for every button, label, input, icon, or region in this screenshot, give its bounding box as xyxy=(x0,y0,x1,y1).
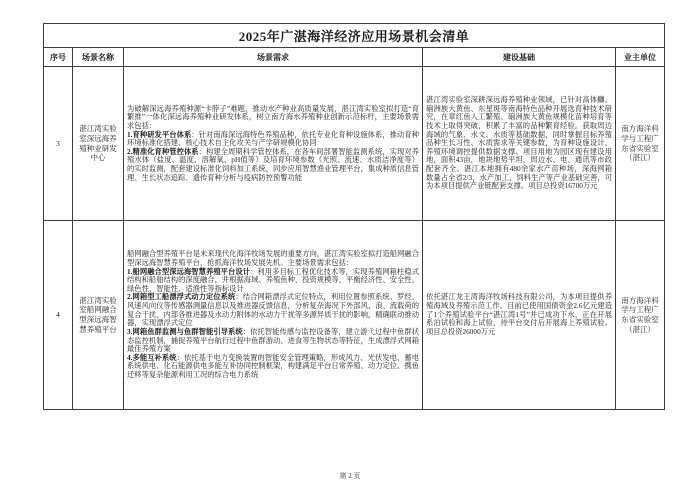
opportunity-list-table xyxy=(43,23,665,410)
row-no: 4 xyxy=(44,221,73,410)
construction-foundation: 湛江湾实验室深耕深远海养殖种业领域，已针对高体鰤、硇洲族大黄鱼、东星斑等南海特色品种开展选育种技术研究，在章红鱼人工繁殖、硇洲族大黄鱼规模化苗种培育等技术上取得突破，积累了丰富的品种繁育经验。获取周边海域的气象、水文、水质等基础数据，同时掌握目标养殖品种生长习性、水质需求等关键参数，为育种设施设计、养殖环境调控提供数据支撑。项目用地为园区现有建设用地，面积43亩，地块地势平坦，周边水、电、通讯等市政配套齐全。湛江本地拥有480余家水产苗种场，深海网箱数量占全省2/3，水产加工、饲料生产等产业基础完善，可为本项目提供产业链配套支撑。项目总投资16700万元 xyxy=(423,67,616,221)
column-header-scene-name: 场景名称 xyxy=(73,48,124,67)
column-header-demand: 场景需求 xyxy=(124,48,423,67)
demand-item: 2.精准化育种管控体系：构建全周期科学管控体系，在各车间部署智能监测系统，实现对养殖水体（盐度、温度、溶解氧、pH值等）及培育环境参数（光照、流速、水质洁净度等）的实时监测，配套建设标准化饲料加工系统，同步应用智慧渔业管理平台，集成种质信息管理、生长状态追踪、遗传育种分析与疫病防控预警功能 xyxy=(127,146,419,182)
owner-unit: 南方海洋科学与工程广东省实验室（湛江） xyxy=(616,67,665,221)
column-header-no: 序号 xyxy=(44,48,73,67)
table-row xyxy=(44,221,665,410)
owner-unit: 南方海洋科学与工程广东省实验室（湛江） xyxy=(616,221,665,410)
row-no: 3 xyxy=(44,67,73,221)
header-row xyxy=(44,48,665,67)
scene-demand xyxy=(124,67,423,221)
title-row xyxy=(44,24,665,48)
demand-item: 1.船网融合型深远海智慧养殖平台设计：利用多目标工程优化技术等，实现养殖网箱柱稳式结构和船舶结构的深度融合，并根据海域、养殖鱼种、投资规模等，平衡经济性、安全性、绿色性、智能性、适渔性等指标设计 xyxy=(127,266,419,293)
demand-item: 1.育种研发平台体系：针对南海深远海特色养殖品种，依托专业化育种设施体系，推动育种环境标准化搭建、核心技术自主化攻关与产学研规模化协同 xyxy=(127,129,419,148)
scene-demand xyxy=(124,221,423,410)
demand-intro: 为破解深远海养殖种源“卡脖子”难题，推动水产种业高质量发展，湛江湾实验室拟打造“育繁推”一体化深远海养殖种业研发体系，树立南方海水养殖种业创新示范标杆，主要场景需求包括： xyxy=(127,103,419,130)
demand-item: 4.多能互补系统：依托基于电力变换装置的智能安全管理策略，形成风力、光伏发电、蓄电系统供电、化石能源供电多能互补协同控制框架，构建满足平台日常养殖、动力定位、携鱼迁移等复杂能源利用工况的综合电力系统 xyxy=(127,352,419,379)
construction-foundation: 依托湛江龙王湾海洋牧场科技有限公司，为本项目提供养殖海域及养殖示范工作。目前已使用国债资金2.6亿元建造了1个养殖试验平台“湛江湾1号”并已成功下水，正在开展系泊试验和海上试验，待平台交付后开展海上养殖试验。项目总投资26000万元 xyxy=(423,221,616,410)
demand-intro: 船网融合型养殖平台是未来现代化海洋牧场发展的重要方向，湛江湾实验室拟打造船网融合型深远海智慧养殖平台，抢抓海洋牧场发展先机。主要场景需求包括： xyxy=(127,249,419,268)
page-number: 第 2 页 xyxy=(339,472,361,480)
demand-item: 2.网箱型工船漂浮式动力定位系统：结合网箱漂浮式定位特点，利用位置参照系统、罗经、风速风向仪等传感器测量信息以及推进器反馈信息，分析复杂海况下外部风、浪、流载荷的复合干扰、内部各推进器及水动力附体的水动力干扰等多源异质干扰的影响，精确联动推动器，实现漂浮式定位 xyxy=(127,292,419,328)
column-header-owner: 业主单位 xyxy=(616,48,665,67)
demand-item: 3.网箱鱼群监测与鱼群智能引导系统：依托智能传感与监控设备等，建立游弋过程中鱼群状态监控机制，捕捉养殖平台航行过程中鱼群游动、进食等生物状态等特征，生成漂浮式网箱最佳养殖方案 xyxy=(127,326,420,354)
scene-name: 湛江湾实验室船网融合型深远海智慧养殖平台 xyxy=(73,221,124,410)
scene-name: 湛江湾实验室深远海养殖种业研发中心 xyxy=(73,67,124,221)
table-row xyxy=(44,67,665,221)
page-title: 2025年广湛海洋经济应用场景机会清单 xyxy=(44,24,665,48)
column-header-foundation: 建设基础 xyxy=(423,48,616,67)
